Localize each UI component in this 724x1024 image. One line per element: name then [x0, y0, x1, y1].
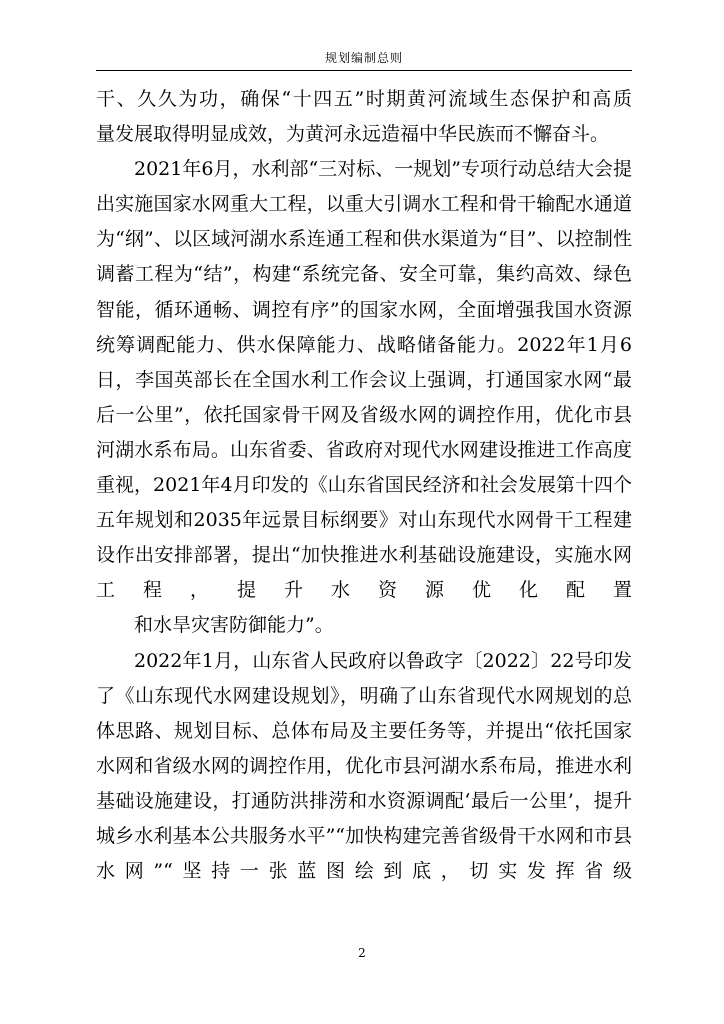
line: 水网的调控作用，优化市县河湖水系布局。山东省委、省政府 [96, 403, 632, 461]
line: 要》对山东现代水网骨干工程建设作出安排部署，提出“加快 [96, 509, 632, 567]
line: 干、久久为功，确保“十四五”时期黄河流域生态保护和高质 [96, 88, 632, 110]
line: 里’，提升城乡水利基本公共服务水平”“加快构建完善省级 [96, 789, 632, 847]
line: 提出实施国家水网重大工程，以重大引调水工程和骨干输配水 [96, 158, 632, 216]
line: 可靠，集约高效、绿色智能，循环通畅、调控有序”的国家水 [96, 263, 632, 321]
line: 水利基础设施建设，打通防洪排涝和水资源调配‘最后一公 [96, 754, 632, 812]
line: 家水网和省级水网的调控作用，优化市县河湖水系布局，推进 [96, 719, 632, 777]
line: 网，全面增强我国水资源统筹调配能力、供水保障能力、战略 [96, 298, 632, 356]
line: 对现代水网建设推进工作高度重视，2021年4月印发的《山东省 [96, 438, 632, 497]
line: 2022年1月，山东省人民政府以鲁政字〔2022〕22号印发了 [96, 649, 632, 707]
line: 通道为“纲”、以区域河湖水系连通工程和供水渠道为 [96, 193, 632, 251]
page-number: 2 [358, 946, 366, 960]
body-text [96, 82, 632, 889]
line: “目”、以控制性调蓄工程为“结”，构建“系统完备、安全 [96, 228, 632, 286]
running-header: 规划编制总则 [324, 51, 403, 65]
line: 2021年6月，水利部“三对标、一规划”专项行动总结大会 [134, 158, 613, 181]
paragraph-2 [96, 152, 632, 643]
line: 体思路、规划目标、总体布局及主要任务等，并提出“依托国 [96, 719, 613, 742]
line: 和水旱灾害防御能力”。 [134, 614, 334, 637]
line: 储备能力。2022年1月6日，李国英部长在全国水利工作会议上 [96, 333, 632, 391]
header-rule [96, 70, 632, 71]
line: 推进水利基础设施建设，实施水网工程，提升水资源优化配置 [96, 544, 632, 602]
line: 量发展取得明显成效，为黄河永远造福中华民族而不懈奋斗。 [96, 123, 610, 146]
line: 强调，打通国家水网“最后一公里”，依托国家骨干网及省级 [96, 368, 632, 426]
line: 国民经济和社会发展第十四个五年规划和2035年远景目标纲 [96, 474, 632, 532]
paragraph-3 [96, 644, 632, 890]
line: 骨干水网和市县水网”“坚持一张蓝图绘到底，切实发挥省级 [96, 824, 632, 883]
paragraph-1 [96, 82, 632, 152]
line: 《山东现代水网建设规划》，明确了山东省现代水网规划的总 [115, 684, 632, 707]
